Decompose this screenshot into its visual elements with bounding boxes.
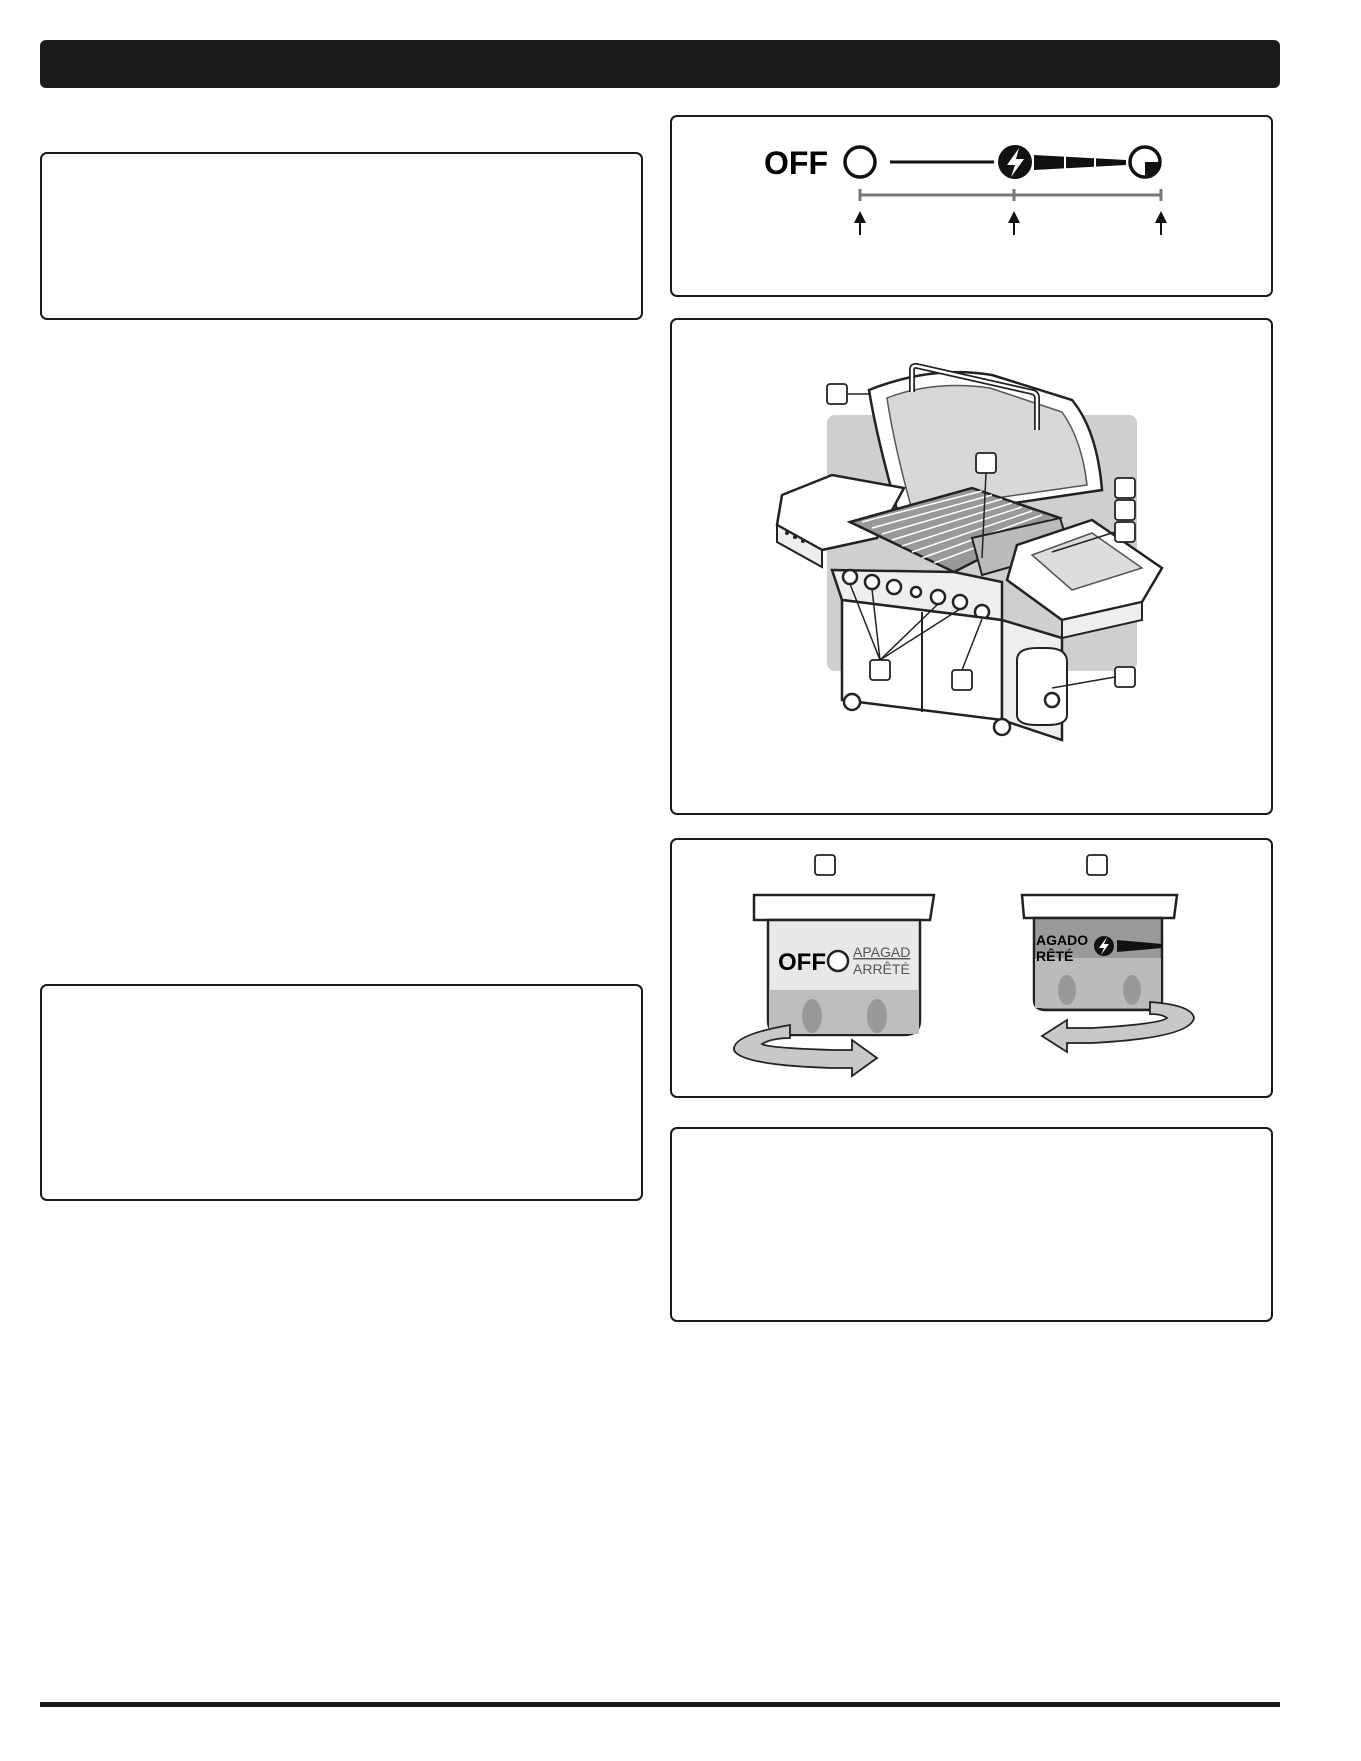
- grill-illustration: [672, 320, 1270, 812]
- circle-off-icon: [828, 951, 848, 971]
- lightning-ignite-icon: [1094, 936, 1114, 956]
- arrow-up-icon: [854, 211, 866, 235]
- knob-rotation-diagram: [672, 840, 1270, 1095]
- right-knob-arrete-label: RÊTÉ: [1036, 948, 1074, 964]
- knob-rotation-figure: [670, 838, 1273, 1098]
- page-header-bar: [40, 40, 1280, 88]
- left-knob-arrete-label: ARRÊTÉ: [853, 961, 910, 977]
- wheel: [994, 719, 1010, 735]
- circle-off-icon: [845, 147, 875, 177]
- off-label: OFF: [764, 145, 828, 181]
- arrow-up-icon: [1155, 211, 1167, 235]
- low-heat-icon: [1130, 147, 1160, 177]
- right-knob: [1022, 855, 1194, 1052]
- wheel: [1045, 693, 1059, 707]
- right-note-box: [670, 1127, 1273, 1322]
- arrow-up-icon: [1008, 211, 1020, 235]
- grill-figure: [670, 318, 1273, 815]
- wheel: [844, 694, 860, 710]
- left-note-box-top: [40, 152, 643, 320]
- lightning-ignite-icon: [998, 145, 1032, 179]
- left-note-box-bottom: [40, 984, 643, 1201]
- left-knob: [734, 855, 934, 1076]
- knob-position-diagram: [672, 117, 1270, 294]
- left-knob-off-label: OFF: [778, 949, 826, 976]
- knob-position-figure: [670, 115, 1273, 297]
- right-knob-apagado-label: AGADO: [1036, 932, 1089, 948]
- flame-ramp-icon: [1034, 153, 1126, 172]
- left-knob-apagado-label: APAGAD: [853, 944, 911, 960]
- footer-rule: [40, 1702, 1280, 1707]
